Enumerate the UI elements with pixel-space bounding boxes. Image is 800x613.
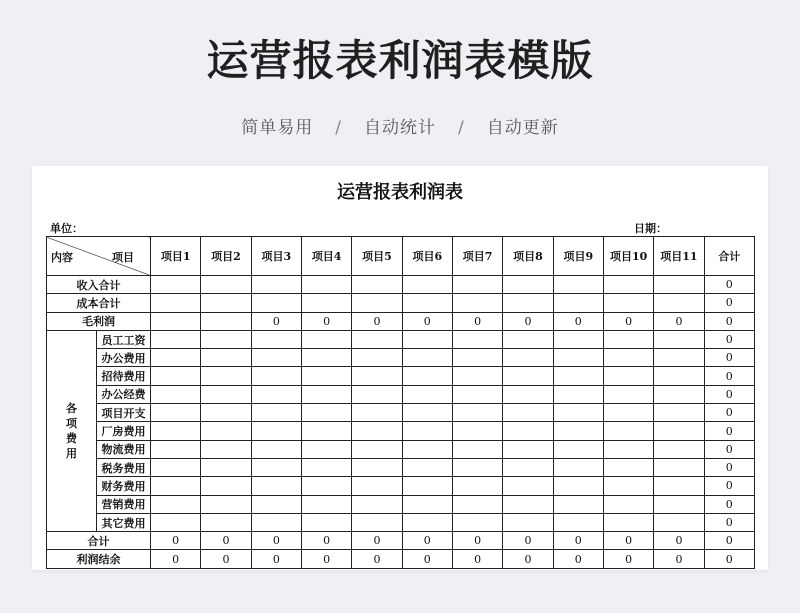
table-cell[interactable]	[301, 294, 351, 312]
table-cell[interactable]: 0	[352, 532, 402, 550]
table-cell[interactable]	[553, 404, 603, 422]
column-header: 项目9	[553, 237, 603, 276]
table-cell[interactable]	[452, 458, 502, 476]
column-header: 项目1	[151, 237, 201, 276]
column-header: 项目7	[452, 237, 502, 276]
table-cell[interactable]	[352, 513, 402, 531]
table-cell[interactable]: 0	[704, 294, 754, 312]
table-cell[interactable]	[251, 294, 301, 312]
feature-tag: 自动统计	[364, 118, 436, 138]
table-cell[interactable]	[151, 367, 201, 385]
table-cell[interactable]	[251, 404, 301, 422]
table-cell[interactable]	[654, 349, 704, 367]
table-cell[interactable]	[452, 367, 502, 385]
table-cell[interactable]: 0	[654, 550, 704, 568]
table-cell[interactable]: 0	[704, 513, 754, 531]
table-cell[interactable]	[553, 513, 603, 531]
table-cell[interactable]	[452, 294, 502, 312]
sheet-title: 运营报表利润表	[337, 182, 463, 203]
table-cell[interactable]: 0	[251, 550, 301, 568]
table-cell[interactable]: 0	[553, 532, 603, 550]
table-cell[interactable]	[603, 477, 653, 495]
table-cell[interactable]: 0	[402, 550, 452, 568]
table-cell[interactable]	[402, 477, 452, 495]
table-cell[interactable]	[301, 440, 351, 458]
table-cell[interactable]	[151, 513, 201, 531]
table-cell[interactable]: 0	[452, 550, 502, 568]
corner-content-label: 内容	[51, 251, 73, 264]
header-row	[47, 237, 755, 276]
table-cell[interactable]: 0	[402, 312, 452, 330]
table-cell[interactable]	[603, 294, 653, 312]
table-row	[47, 422, 755, 440]
table-cell[interactable]	[553, 367, 603, 385]
table-row	[47, 294, 755, 312]
table-cell[interactable]	[402, 349, 452, 367]
expense-item-label: 员工工资	[97, 330, 151, 348]
table-cell[interactable]	[503, 513, 553, 531]
table-cell[interactable]	[151, 330, 201, 348]
table-cell[interactable]: 0	[704, 440, 754, 458]
date-label: 日期：	[634, 222, 667, 235]
table-cell[interactable]	[553, 440, 603, 458]
table-cell[interactable]	[352, 422, 402, 440]
table-cell[interactable]	[553, 276, 603, 294]
table-cell[interactable]	[251, 367, 301, 385]
table-cell[interactable]: 0	[151, 550, 201, 568]
table-cell[interactable]	[151, 495, 201, 513]
expense-item-label: 其它费用	[97, 513, 151, 531]
table-cell[interactable]	[654, 404, 704, 422]
table-cell[interactable]	[402, 367, 452, 385]
table-cell[interactable]: 0	[704, 550, 754, 568]
table-cell[interactable]	[352, 404, 402, 422]
column-header: 项目2	[201, 237, 251, 276]
table-cell[interactable]	[452, 330, 502, 348]
table-cell[interactable]	[452, 349, 502, 367]
table-cell[interactable]	[251, 440, 301, 458]
group-label-char: 项	[66, 417, 77, 431]
table-cell[interactable]	[251, 477, 301, 495]
column-header: 项目5	[352, 237, 402, 276]
table-cell[interactable]	[452, 440, 502, 458]
tag-separator: /	[458, 118, 465, 138]
group-label-char: 用	[66, 447, 77, 461]
table-cell[interactable]: 0	[704, 312, 754, 330]
table-cell[interactable]	[503, 349, 553, 367]
expense-item-label: 营销费用	[97, 495, 151, 513]
table-cell[interactable]	[301, 385, 351, 403]
table-cell[interactable]	[603, 330, 653, 348]
table-cell[interactable]: 0	[301, 550, 351, 568]
table-cell[interactable]	[603, 385, 653, 403]
table-cell[interactable]: 0	[503, 312, 553, 330]
table-cell[interactable]	[352, 477, 402, 495]
table-cell[interactable]: 0	[704, 330, 754, 348]
column-header: 项目6	[402, 237, 452, 276]
table-cell[interactable]	[503, 458, 553, 476]
table-cell[interactable]	[251, 422, 301, 440]
table-cell[interactable]: 0	[503, 550, 553, 568]
corner-header-cell	[47, 237, 151, 276]
table-cell[interactable]	[654, 422, 704, 440]
table-cell[interactable]	[201, 330, 251, 348]
table-cell[interactable]: 0	[704, 532, 754, 550]
table-cell[interactable]	[151, 440, 201, 458]
table-cell[interactable]	[201, 477, 251, 495]
table-cell[interactable]	[352, 276, 402, 294]
row-label: 成本合计	[47, 294, 151, 312]
row-label: 毛利润	[47, 312, 151, 330]
table-cell[interactable]: 0	[251, 312, 301, 330]
table-cell[interactable]: 0	[352, 312, 402, 330]
table-cell[interactable]	[553, 294, 603, 312]
table-cell[interactable]	[402, 495, 452, 513]
expense-item-label: 厂房费用	[97, 422, 151, 440]
table-row	[47, 330, 755, 348]
feature-tag: 自动更新	[486, 118, 559, 138]
table-cell[interactable]: 0	[704, 385, 754, 403]
table-cell[interactable]: 0	[352, 550, 402, 568]
table-cell[interactable]	[603, 276, 653, 294]
table-cell[interactable]	[654, 477, 704, 495]
table-cell[interactable]	[402, 458, 452, 476]
table-cell[interactable]: 0	[201, 550, 251, 568]
expense-item-label: 税务费用	[97, 458, 151, 476]
feature-tag: 简单易用	[241, 118, 314, 138]
table-cell[interactable]	[654, 294, 704, 312]
table-cell[interactable]: 0	[654, 532, 704, 550]
table-cell[interactable]	[301, 495, 351, 513]
table-cell[interactable]	[151, 385, 201, 403]
table-cell[interactable]: 0	[654, 312, 704, 330]
profit-table	[46, 236, 755, 569]
table-cell[interactable]	[402, 330, 452, 348]
table-cell[interactable]	[452, 385, 502, 403]
table-cell[interactable]	[452, 477, 502, 495]
expense-item-label: 办公费用	[97, 349, 151, 367]
table-cell[interactable]: 0	[704, 422, 754, 440]
expense-item-label: 办公经费	[97, 385, 151, 403]
table-cell[interactable]	[503, 477, 553, 495]
table-row	[47, 367, 755, 385]
table-cell[interactable]	[201, 349, 251, 367]
table-cell[interactable]: 0	[704, 276, 754, 294]
expense-item-label: 招待费用	[97, 367, 151, 385]
table-cell[interactable]	[151, 477, 201, 495]
table-cell[interactable]	[553, 477, 603, 495]
table-cell[interactable]	[402, 294, 452, 312]
column-header: 项目11	[654, 237, 704, 276]
expense-item-label: 财务费用	[97, 477, 151, 495]
table-cell[interactable]	[352, 349, 402, 367]
tag-separator: /	[335, 118, 342, 138]
table-cell[interactable]	[503, 385, 553, 403]
corner-item-label: 项目	[112, 251, 134, 264]
table-row	[47, 513, 755, 531]
table-cell[interactable]	[553, 422, 603, 440]
column-header: 项目3	[251, 237, 301, 276]
table-cell[interactable]: 0	[603, 550, 653, 568]
table-cell[interactable]	[503, 440, 553, 458]
table-cell[interactable]	[301, 422, 351, 440]
table-cell[interactable]	[251, 385, 301, 403]
table-cell[interactable]	[151, 276, 201, 294]
table-cell[interactable]	[553, 495, 603, 513]
table-cell[interactable]	[402, 404, 452, 422]
table-cell[interactable]	[654, 330, 704, 348]
table-cell[interactable]	[553, 385, 603, 403]
table-cell[interactable]	[151, 312, 201, 330]
table-cell[interactable]	[301, 513, 351, 531]
table-cell[interactable]	[201, 458, 251, 476]
unit-label: 单位：	[50, 222, 83, 235]
table-cell[interactable]: 0	[704, 477, 754, 495]
table-cell[interactable]	[301, 367, 351, 385]
table-cell[interactable]	[452, 404, 502, 422]
table-row	[47, 440, 755, 458]
table-cell[interactable]	[402, 276, 452, 294]
column-header: 合计	[704, 237, 754, 276]
table-row	[47, 495, 755, 513]
table-cell[interactable]	[251, 330, 301, 348]
table-row	[47, 404, 755, 422]
expense-item-label: 物流费用	[97, 440, 151, 458]
column-header: 项目8	[503, 237, 553, 276]
table-cell[interactable]: 0	[553, 312, 603, 330]
table-cell[interactable]	[201, 276, 251, 294]
table-cell[interactable]	[352, 385, 402, 403]
table-cell[interactable]	[603, 440, 653, 458]
expense-group-label	[47, 330, 97, 531]
table-cell[interactable]: 0	[603, 312, 653, 330]
table-cell[interactable]	[352, 440, 402, 458]
table-cell[interactable]	[201, 312, 251, 330]
table-cell[interactable]	[201, 367, 251, 385]
table-cell[interactable]	[654, 367, 704, 385]
table-cell[interactable]: 0	[301, 312, 351, 330]
table-cell[interactable]	[553, 330, 603, 348]
table-row	[47, 276, 755, 294]
table-cell[interactable]: 0	[704, 458, 754, 476]
table-cell[interactable]	[251, 276, 301, 294]
table-cell[interactable]	[201, 422, 251, 440]
table-cell[interactable]	[603, 404, 653, 422]
table-cell[interactable]	[603, 349, 653, 367]
table-cell[interactable]	[251, 513, 301, 531]
spreadsheet-preview	[32, 166, 768, 570]
table-row	[47, 477, 755, 495]
table-cell[interactable]: 0	[301, 532, 351, 550]
table-cell[interactable]	[201, 495, 251, 513]
table-cell[interactable]	[654, 385, 704, 403]
table-cell[interactable]	[452, 422, 502, 440]
row-label: 合计	[47, 532, 151, 550]
table-cell[interactable]	[352, 294, 402, 312]
table-cell[interactable]	[151, 404, 201, 422]
table-cell[interactable]	[352, 458, 402, 476]
table-cell[interactable]	[503, 367, 553, 385]
table-cell[interactable]	[503, 404, 553, 422]
table-cell[interactable]: 0	[704, 404, 754, 422]
table-row	[47, 385, 755, 403]
table-cell[interactable]: 0	[704, 349, 754, 367]
table-cell[interactable]: 0	[201, 532, 251, 550]
table-cell[interactable]	[201, 404, 251, 422]
table-cell[interactable]	[151, 294, 201, 312]
feature-tags	[0, 113, 800, 138]
table-cell[interactable]: 0	[704, 367, 754, 385]
table-cell[interactable]	[553, 458, 603, 476]
table-cell[interactable]	[503, 276, 553, 294]
table-cell[interactable]	[301, 477, 351, 495]
table-cell[interactable]	[452, 513, 502, 531]
table-cell[interactable]	[603, 422, 653, 440]
table-cell[interactable]: 0	[603, 532, 653, 550]
table-cell[interactable]	[301, 404, 351, 422]
table-row	[47, 550, 755, 568]
row-label: 利润结余	[47, 550, 151, 568]
table-cell[interactable]	[301, 330, 351, 348]
table-cell[interactable]	[402, 385, 452, 403]
table-cell[interactable]	[352, 367, 402, 385]
table-cell[interactable]	[503, 422, 553, 440]
table-cell[interactable]	[603, 458, 653, 476]
table-cell[interactable]	[553, 349, 603, 367]
table-row	[47, 349, 755, 367]
table-cell[interactable]	[503, 330, 553, 348]
table-row	[47, 312, 755, 330]
table-cell[interactable]	[603, 367, 653, 385]
table-cell[interactable]	[201, 294, 251, 312]
column-header: 项目10	[603, 237, 653, 276]
table-cell[interactable]	[251, 458, 301, 476]
table-cell[interactable]	[301, 349, 351, 367]
table-cell[interactable]	[251, 349, 301, 367]
table-cell[interactable]	[402, 513, 452, 531]
table-cell[interactable]	[603, 513, 653, 531]
table-cell[interactable]	[201, 513, 251, 531]
table-cell[interactable]: 0	[452, 312, 502, 330]
column-header: 项目4	[301, 237, 351, 276]
table-cell[interactable]: 0	[704, 495, 754, 513]
table-cell[interactable]	[201, 440, 251, 458]
table-cell[interactable]	[301, 458, 351, 476]
table-cell[interactable]: 0	[553, 550, 603, 568]
table-cell[interactable]	[452, 276, 502, 294]
table-row	[47, 458, 755, 476]
table-cell[interactable]	[654, 276, 704, 294]
table-cell[interactable]	[352, 330, 402, 348]
table-cell[interactable]	[654, 458, 704, 476]
table-cell[interactable]: 0	[151, 532, 201, 550]
page-title: 运营报表利润表模版	[206, 36, 594, 85]
table-cell[interactable]	[402, 440, 452, 458]
table-row	[47, 532, 755, 550]
table-cell[interactable]	[654, 495, 704, 513]
group-label-char: 费	[66, 432, 77, 446]
expense-item-label: 项目开支	[97, 404, 151, 422]
table-cell[interactable]	[503, 294, 553, 312]
table-cell[interactable]	[603, 495, 653, 513]
table-cell[interactable]	[201, 385, 251, 403]
table-cell[interactable]	[452, 495, 502, 513]
table-cell[interactable]	[151, 458, 201, 476]
table-cell[interactable]	[654, 440, 704, 458]
table-cell[interactable]	[654, 513, 704, 531]
table-cell[interactable]	[151, 349, 201, 367]
table-cell[interactable]	[251, 495, 301, 513]
table-cell[interactable]	[301, 276, 351, 294]
table-cell[interactable]: 0	[452, 532, 502, 550]
table-cell[interactable]	[151, 422, 201, 440]
table-cell[interactable]: 0	[251, 532, 301, 550]
table-cell[interactable]: 0	[402, 532, 452, 550]
table-cell[interactable]	[352, 495, 402, 513]
table-cell[interactable]	[402, 422, 452, 440]
table-cell[interactable]: 0	[503, 532, 553, 550]
row-label: 收入合计	[47, 276, 151, 294]
group-label-char: 各	[66, 402, 77, 416]
table-cell[interactable]	[503, 495, 553, 513]
